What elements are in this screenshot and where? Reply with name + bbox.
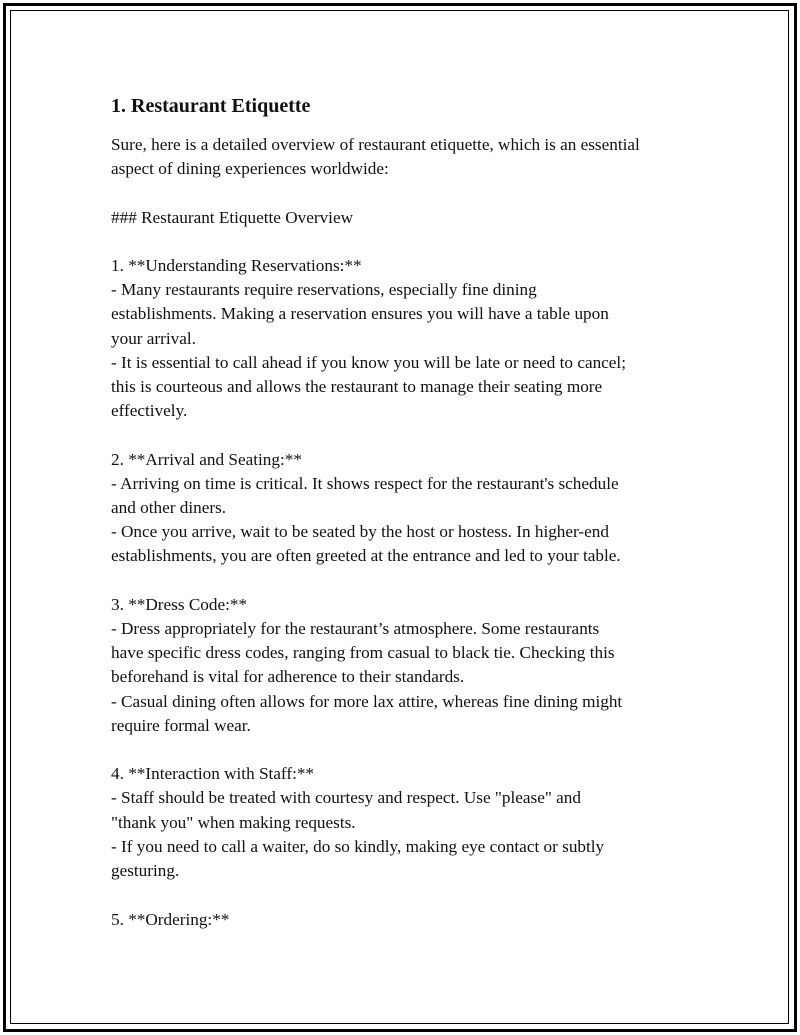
- body-text: Sure, here is a detailed overview of restaurant etiquette, which is an essential aspect of dining experiences worldwide: ### Restaurant Etiquette Overview 1. **Understanding Reservations:** - Many restaurants require reservations, especially fine dining establishments. Making a reservation ensures you will have a table upon your arrival. - It is essential to call ahead if you know you will be late or need to cancel; this is courteous and allows the restaurant to manage their seating more effectively. 2. **Arrival and Seating:** - Arriving on time is critical. It shows respect for the restaurant's schedule and other diners. - Once you arrive, wait to be seated by the host or hostess. In higher-end establishments, you are often greeted at the entrance and led to your table. 3. **Dress Code:** - Dress appropriately for the restaurant’s atmosphere. Some restaurants have specific dress codes, ranging from casual to black tie. Checking this beforehand is vital for adherence to their standards. - Casual dining often allows for more lax attire, whereas fine dining might require formal wear. 4. **Interaction with Staff:** - Staff should be treated with courtesy and respect. Use "please" and "thank you" when making requests. - If you need to call a waiter, do so kindly, making eye contact or subtly gesturing. 5. **Ordering:**: [111, 135, 640, 929]
- section-heading: 1. Restaurant Etiquette: [111, 95, 311, 117]
- document-body: [111, 93, 691, 932]
